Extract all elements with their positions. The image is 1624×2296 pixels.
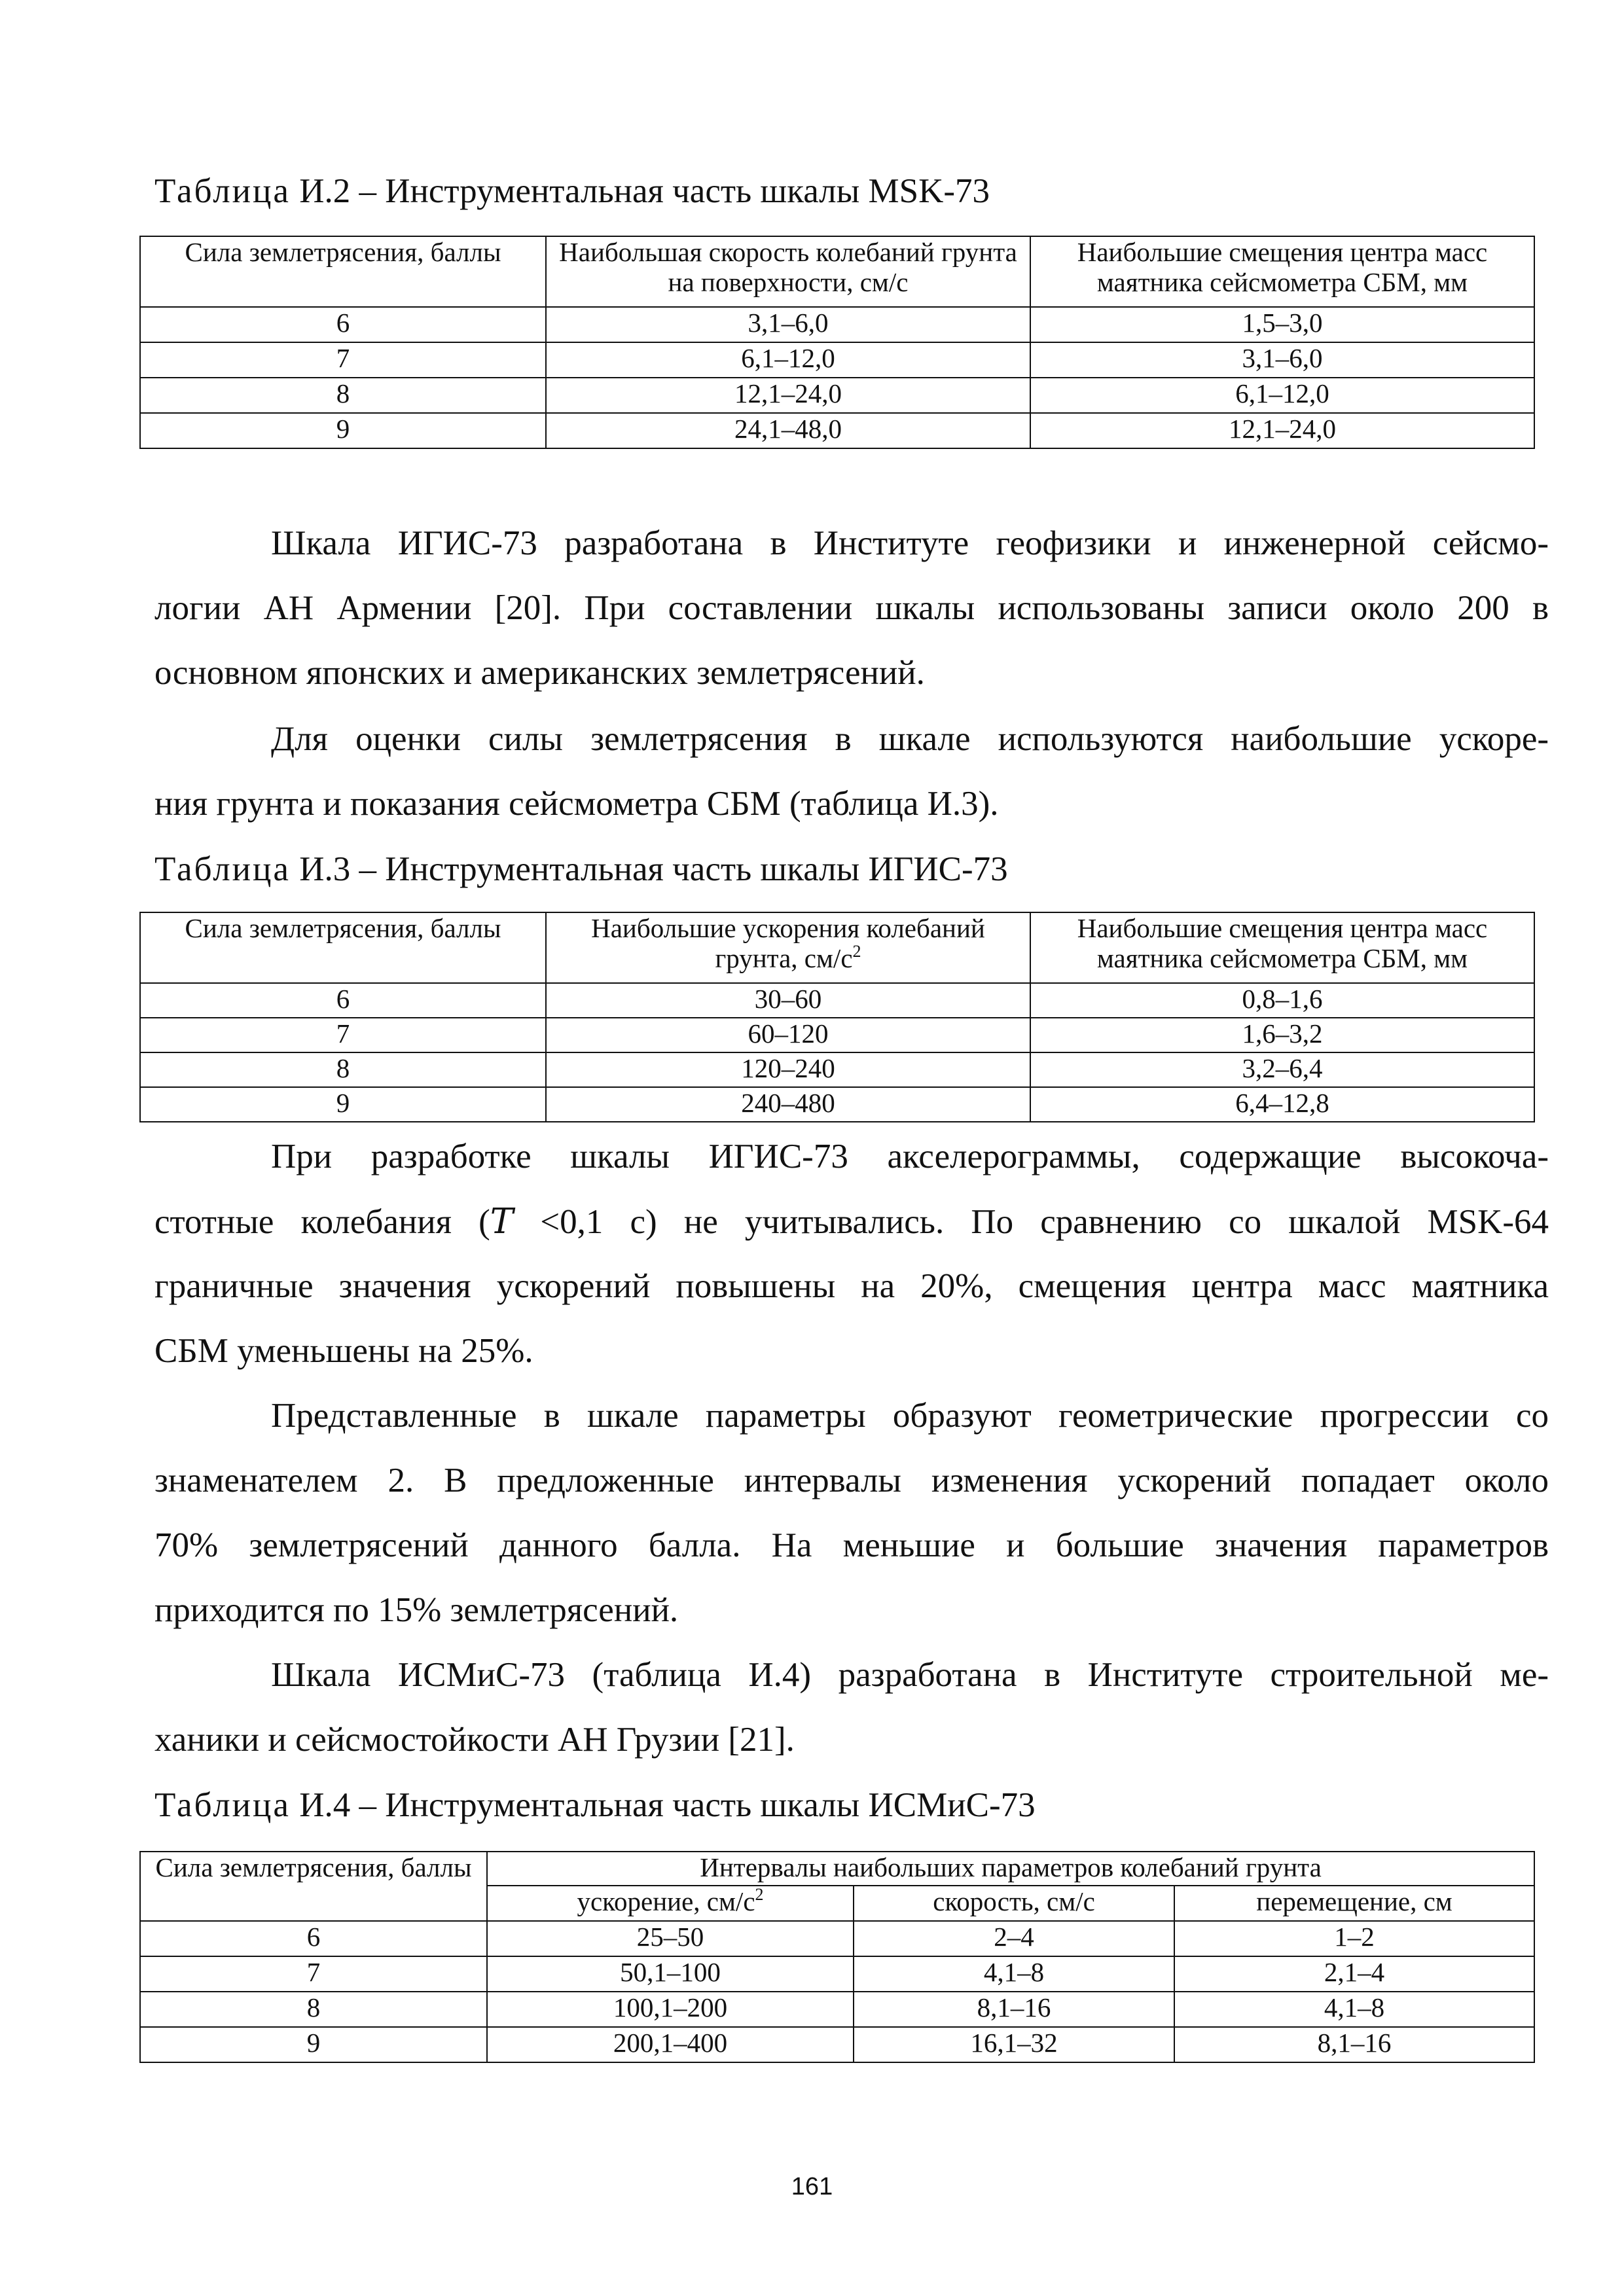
table-cell: 3,1–6,0 <box>546 307 1030 342</box>
table-caption <box>154 171 990 211</box>
page-number: 161 <box>791 2173 833 2200</box>
table-cell: 6,1–12,0 <box>546 342 1030 378</box>
paragraph <box>154 1124 1549 1384</box>
text-segment: стотные колебания ( <box>154 1203 490 1241</box>
table-cell: 30–60 <box>546 983 1030 1018</box>
paragraph <box>154 707 1549 836</box>
table-cell: 200,1–400 <box>487 2027 854 2062</box>
header-cell: Сила землетрясения, баллы <box>140 912 546 983</box>
table-row <box>140 1087 1534 1122</box>
text-line: основном японских и американских землетрясений. <box>154 654 925 692</box>
table-cell: 24,1–48,0 <box>546 413 1030 448</box>
header-cell <box>487 1886 854 1921</box>
text-line <box>154 1189 1549 1254</box>
text-line: Шкала ИГИС-73 разработана в Институте геофизики и инженерной сейсмо- <box>271 524 1549 562</box>
text-line: граничные значения ускорений повышены на 20%, смещения центра масс маятника <box>154 1267 1549 1305</box>
text-line: Шкала ИСМиС-73 (таблица И.4) разработана в Институте строительной ме- <box>271 1656 1549 1694</box>
table-cell: 7 <box>140 1018 546 1052</box>
caption-prefix: Таблица <box>154 850 291 888</box>
table-cell: 7 <box>140 342 546 378</box>
table-cell: 2,1–4 <box>1174 1956 1534 1992</box>
table-cell: 2–4 <box>854 1921 1174 1956</box>
table-cell: 9 <box>140 413 546 448</box>
table-cell: 120–240 <box>546 1052 1030 1087</box>
table-cell: 6 <box>140 1921 487 1956</box>
table-row <box>140 342 1534 378</box>
table-row <box>140 983 1534 1018</box>
table-row <box>140 307 1534 342</box>
text-line: Представленные в шкале параметры образуют геометрические прогрессии со <box>271 1397 1549 1435</box>
table-igis73 <box>139 912 1535 1122</box>
text-line: логии АН Армении [20]. При составлении шкалы использованы записи около 200 в <box>154 589 1549 627</box>
table-cell: 100,1–200 <box>487 1992 854 2027</box>
header-cell: Сила землетрясения, баллы <box>140 1852 487 1921</box>
table-cell: 12,1–24,0 <box>546 378 1030 413</box>
caption-text: И.4 – Инструментальная часть шкалы ИСМиС-73 <box>290 1786 1036 1824</box>
table-cell: 6 <box>140 307 546 342</box>
header-cell: скорость, см/с <box>854 1886 1174 1921</box>
table-row <box>140 413 1534 448</box>
table-cell: 25–50 <box>487 1921 854 1956</box>
superscript: 2 <box>852 942 861 961</box>
table-row <box>140 2027 1534 2062</box>
header-cell: перемещение, см <box>1174 1886 1534 1921</box>
table-row <box>140 378 1534 413</box>
header-text: ускорение, см/с <box>577 1886 755 1916</box>
table-cell: 6 <box>140 983 546 1018</box>
paragraph <box>154 1384 1549 1643</box>
caption-text: И.3 – Инструментальная часть шкалы ИГИС-73 <box>290 850 1008 888</box>
header-cell <box>546 912 1030 983</box>
table-cell: 7 <box>140 1956 487 1992</box>
table-cell: 60–120 <box>546 1018 1030 1052</box>
table-cell: 9 <box>140 1087 546 1122</box>
text-line: знаменателем 2. В предложенные интервалы изменения ускорений попадает около <box>154 1462 1549 1499</box>
paragraph <box>154 511 1549 706</box>
table-cell: 12,1–24,0 <box>1030 413 1534 448</box>
table-cell: 1,5–3,0 <box>1030 307 1534 342</box>
table-cell: 8 <box>140 1052 546 1087</box>
text-line: ния грунта и показания сейсмометра СБМ (таблица И.3). <box>154 785 999 823</box>
table-cell: 6,4–12,8 <box>1030 1087 1534 1122</box>
period-symbol: T <box>490 1202 514 1242</box>
header-cell: Сила землетрясения, баллы <box>140 236 546 307</box>
table-header-row <box>140 1852 1534 1886</box>
caption-prefix: Таблица <box>154 1786 291 1824</box>
text-line: ханики и сейсмостойкости АН Грузии [21]. <box>154 1721 795 1759</box>
table-row <box>140 1992 1534 2027</box>
caption-prefix: Таблица <box>154 172 291 210</box>
paragraph <box>154 1643 1549 1772</box>
header-cell: Наибольшие смещения центра масс маятника сейсмометра СБМ, мм <box>1030 912 1534 983</box>
table-row <box>140 1921 1534 1956</box>
table-cell: 1–2 <box>1174 1921 1534 1956</box>
text-line: СБМ уменьшены на 25%. <box>154 1332 533 1370</box>
header-group-cell: Интервалы наибольших параметров колебаний грунта <box>487 1852 1534 1886</box>
table-row <box>140 1052 1534 1087</box>
text-line: Для оценки силы землетрясения в шкале используются наибольшие ускоре- <box>271 720 1549 758</box>
table-msk73 <box>139 236 1535 449</box>
table-cell: 50,1–100 <box>487 1956 854 1992</box>
table-ismis73 <box>139 1851 1535 2063</box>
text-line: При разработке шкалы ИГИС-73 акселерограммы, содержащие высокоча- <box>271 1138 1549 1175</box>
text-line: 70% землетрясений данного балла. На меньшие и большие значения параметров <box>154 1526 1549 1564</box>
table-caption <box>154 850 1008 889</box>
table-cell: 8 <box>140 1992 487 2027</box>
table-cell: 1,6–3,2 <box>1030 1018 1534 1052</box>
header-cell: Наибольшие смещения центра масс маятника сейсмометра СБМ, мм <box>1030 236 1534 307</box>
table-cell: 8 <box>140 378 546 413</box>
table-cell: 3,1–6,0 <box>1030 342 1534 378</box>
text-segment: <0,1 с) не учитывались. По сравнению со шкалой MSK-64 <box>513 1203 1549 1241</box>
table-cell: 16,1–32 <box>854 2027 1174 2062</box>
table-header-row <box>140 912 1534 983</box>
caption-text: И.2 – Инструментальная часть шкалы MSK-73 <box>290 172 990 210</box>
table-cell: 240–480 <box>546 1087 1030 1122</box>
table-cell: 4,1–8 <box>1174 1992 1534 2027</box>
table-caption <box>154 1785 1036 1825</box>
table-cell: 9 <box>140 2027 487 2062</box>
table-cell: 8,1–16 <box>1174 2027 1534 2062</box>
table-row <box>140 1956 1534 1992</box>
table-cell: 6,1–12,0 <box>1030 378 1534 413</box>
table-cell: 0,8–1,6 <box>1030 983 1534 1018</box>
superscript: 2 <box>755 1885 764 1904</box>
table-cell: 4,1–8 <box>854 1956 1174 1992</box>
header-text: Наибольшие ускорения колебаний грунта, см/с <box>591 913 985 973</box>
text-line: приходится по 15% землетрясений. <box>154 1591 679 1629</box>
table-row <box>140 1018 1534 1052</box>
table-header-row <box>140 236 1534 307</box>
header-cell: Наибольшая скорость колебаний грунта на поверхности, см/с <box>546 236 1030 307</box>
table-cell: 8,1–16 <box>854 1992 1174 2027</box>
table-cell: 3,2–6,4 <box>1030 1052 1534 1087</box>
